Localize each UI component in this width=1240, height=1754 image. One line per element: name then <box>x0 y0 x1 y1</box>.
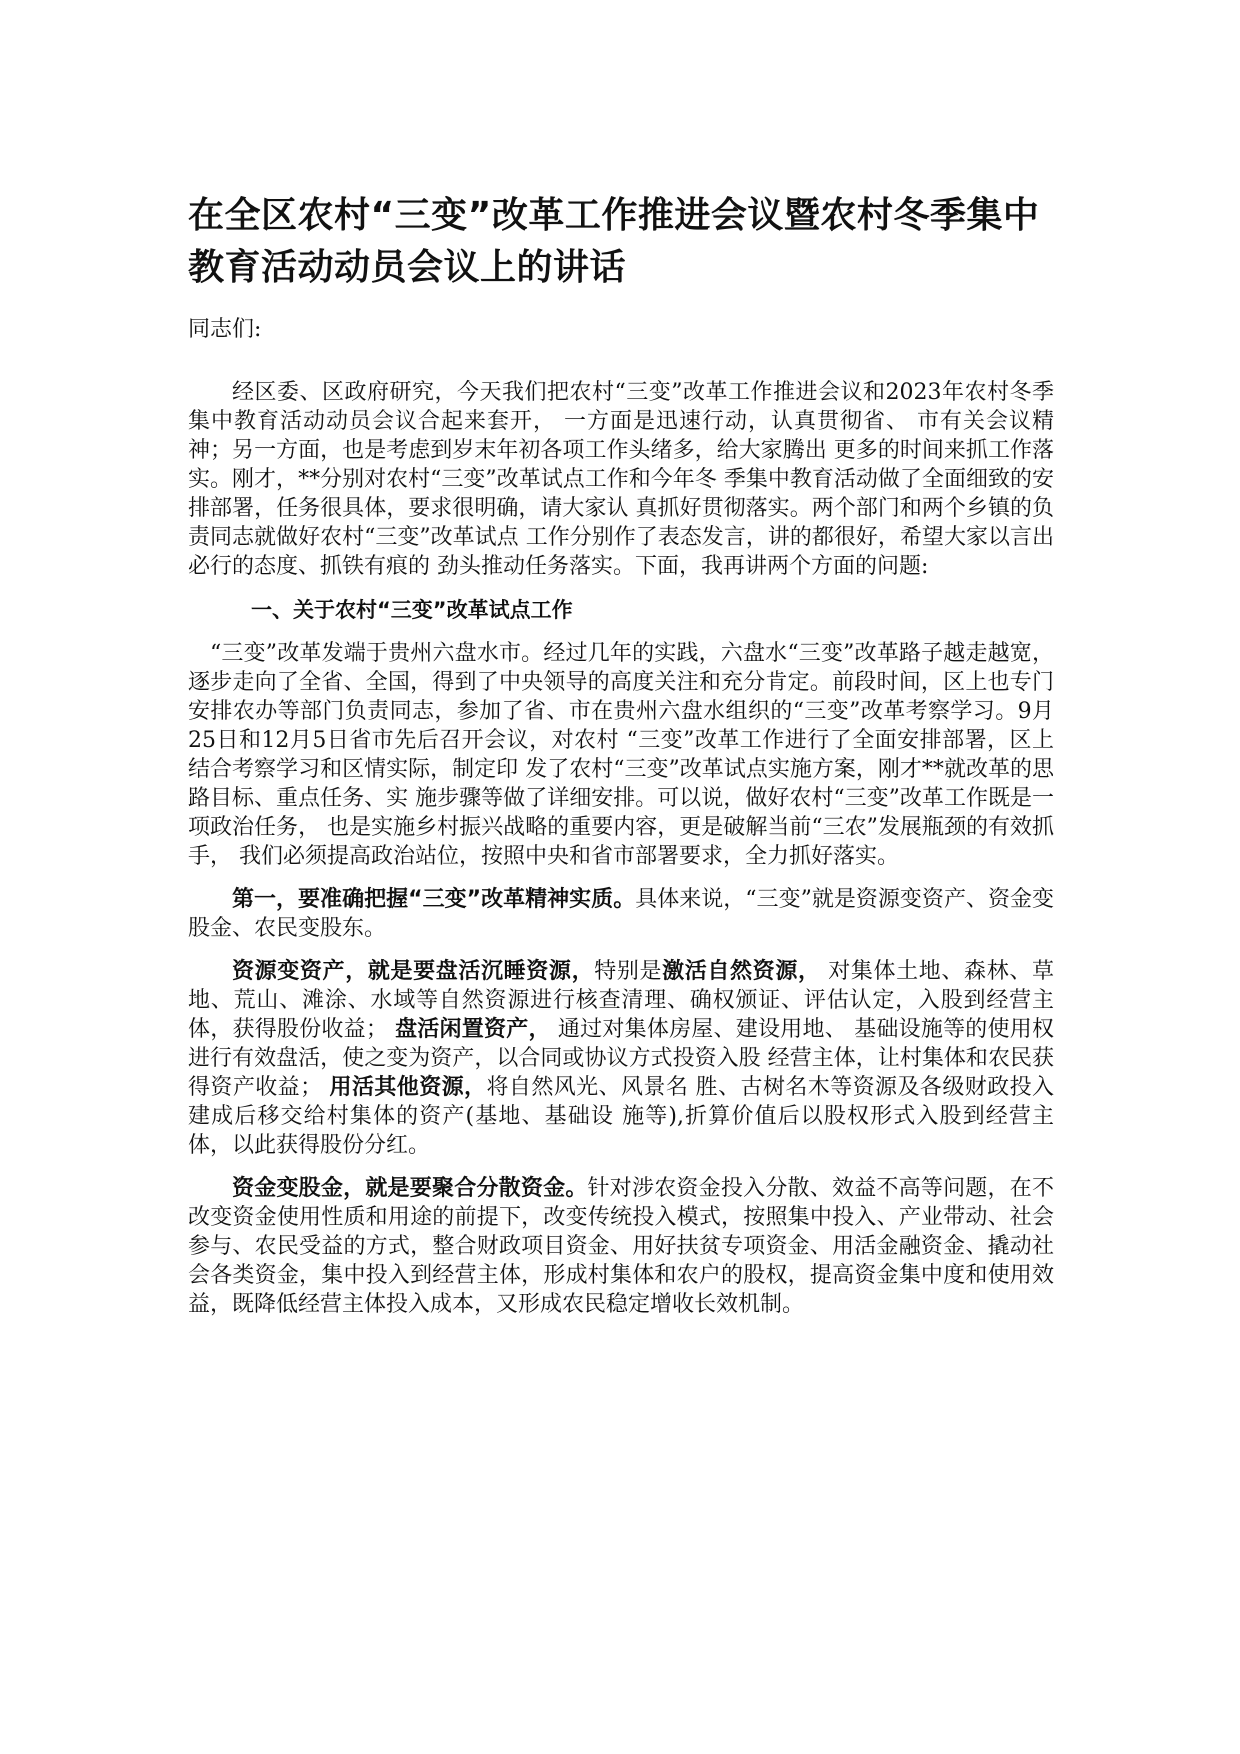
resource-text-3: 通过对集体房屋、建设用地、 基础设施等的使用权进行有效盘活，使之变为资产，以合同或协议方式投资入股 经营主体，让村集体和农民获得资产收益； <box>188 1017 1054 1100</box>
resource-text-1: 特别是 <box>594 959 663 984</box>
first-point-lead: 第一，要准确把握“三变”改革精神实质。 <box>232 887 636 912</box>
salutation: 同志们: <box>188 317 262 342</box>
intro-paragraph: 经区委、区政府研究，今天我们把农村“三变”改革工作推进会议和2023年农村冬季集中教育活动动员会议合起来套开， 一方面是迅速行动，认真贯彻省、 市有关会议精神；另一方面，也是考虑到岁末年初各项工作头绪多，给大家腾出 更多的时间来抓工作落实。刚才，**分别对农村“三变”改革试点工作和今年冬 季集中教育活动做了全面细致的安排部署，任务很具体，要求很明确，请大家认 真抓好贯彻落实。两个部门和两个乡镇的负责同志就做好农村“三变”改革试点 工作分别作了表态发言，讲的都很好，希望大家以言出必行的态度、抓铁有痕的 劲头推动任务落实。下面，我再讲两个方面的问题: <box>188 380 1054 579</box>
resource-bold-3: 用活其他资源， <box>329 1075 487 1100</box>
resource-paragraph <box>188 957 1054 1160</box>
resource-bold-2: 盘活闲置资产， <box>395 1017 551 1042</box>
resource-lead: 资源变资产，就是要盘活沉睡资源， <box>232 959 595 984</box>
document-title: 在全区农村“三变”改革工作推进会议暨农村冬季集中教育活动动员会议上的讲话 <box>188 195 1040 288</box>
capital-lead: 资金变股金，就是要聚合分散资金。 <box>232 1176 588 1201</box>
document-page <box>188 190 1054 1333</box>
section-heading-1: 一、关于农村“三变”改革试点工作 <box>251 598 573 622</box>
resource-text-4: 将自然风光、风景名 胜、古树名木等资源及各级财政投入建成后移交给村集体的资产(基地、基础设 施等),折算价值后以股权形式入股到经营主体，以此获得股份分红。 <box>188 1075 1054 1158</box>
capital-paragraph <box>188 1174 1054 1319</box>
section1-paragraph: “三变”改革发端于贵州六盘水市。经过几年的实践，六盘水“三变”改革路子越走越宽，逐步走向了全省、全国，得到了中央领导的高度关注和充分肯定。前段时间，区上也专门安排农办等部门负责同志，参加了省、市在贵州六盘水组织的“三变”改革考察学习。9月25日和12月5日省市先后召开会议，对农村 “三变”改革工作进行了全面安排部署，区上结合考察学习和区情实际，制定印 发了农村“三变”改革试点实施方案，刚才**就改革的思路目标、重点任务、实 施步骤等做了详细安排。可以说，做好农村“三变”改革工作既是一项政治任务， 也是实施乡村振兴战略的重要内容，更是破解当前“三农”发展瓶颈的有效抓手， 我们必须提高政治站位，按照中央和省市部署要求，全力抓好落实。 <box>188 641 1054 869</box>
resource-bold-1: 激活自然资源， <box>662 959 821 984</box>
resource-text-2: 对集体土地、森林、草地、荒山、滩涂、水域等自然资源进行核查清理、确权颁证、评估认定，入股到经营主体，获得股份收益； <box>188 959 1054 1042</box>
first-point-text: 具体来说，“三变”就是资源变资产、资金变股金、农民变股东。 <box>188 887 1055 941</box>
capital-text: 针对涉农资金投入分散、效益不高等问题，在不改变资金使用性质和用途的前提下，改变传统投入模式，按照集中投入、产业带动、社会参与、农民受益的方式，整合财政项目资金、用好扶贫专项资金、用活金融资金、撬动社会各类资金，集中投入到经营主体，形成村集体和农户的股权，提高资金集中度和使用效益，既降低经营主体投入成本，又形成农民稳定增收长效机制。 <box>188 1176 1054 1317</box>
first-point-paragraph <box>188 885 1054 943</box>
